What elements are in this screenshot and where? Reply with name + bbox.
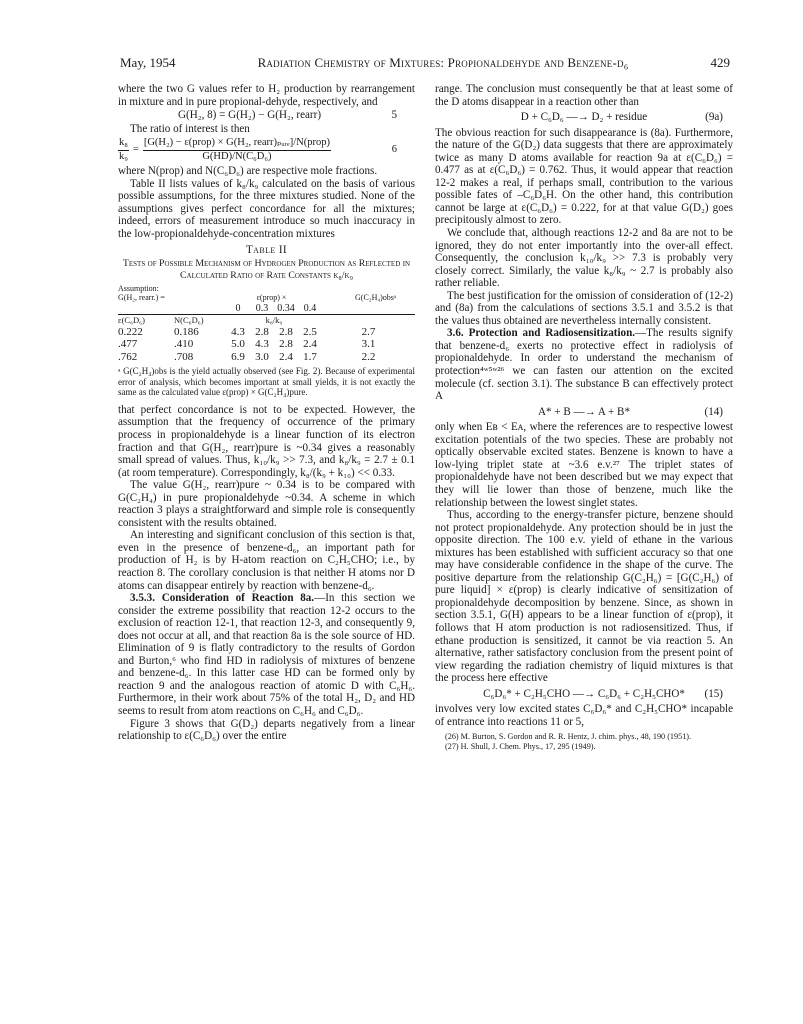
paragraph: only when Eʙ < Eᴀ, where the references are to respective lowest excitation potentials of the two species. These are probably not optically observable excited states. Benzene is known to have a low-lying triplet state at ~3.6 e.v.²⁷ The triplet states of propionaldehyde have not been described but we may expect that they will lie lower than those of benzene, much like the relationship between the lowest singlet states. [435,421,733,509]
table-subhead [118,315,415,326]
table-assumption-expr: G(H₂, rearr.) = [118,293,165,303]
table-cell: 2.4 [303,338,317,351]
equation-body: G(H₂, 8) = G(H₂) − G(H₂, rearr) [178,109,322,122]
section-number: 3.6. [447,327,464,340]
table-cell: 2.2 [361,350,376,363]
paragraph: that perfect concordance is not to be expected. However, the assumption that the frequency of occurrence of the primary process in propionaldehyde is a linear function of its electron fraction and that G(H₂, rearr)pure is ~0.34 gives a reasonably small spread of values. Thus, k₁₀/k₉ >> 7.3, and k₈/k₉ = 2.7 ± 0.1 (at room temperature). Correspondingly, k₈/(k₉ + k₁₀) << 0.33. [118,403,415,479]
footnote: (27) H. Shull, J. Chem. Phys., 17, 295 (1949). [445,742,596,752]
rhs-numerator: [G(H₂) − ε(prop) × G(H₂, rearr)ₚᵤᵣₑ]/N(prop) [143,137,331,151]
paragraph: where the two G values refer to H₂ production by rearrangement in mixture and in pure propional-dehyde, respectively, and [118,83,415,108]
paragraph: The ratio of interest is then [130,122,250,135]
reaction-body: D + C₆D₆ —→ D₂ + residue [520,111,648,124]
rhs-denominator: G(HD)/N(C₆D₆) [202,150,272,162]
table-cell: 1.7 [303,350,317,363]
table-cell: 2.7 [361,325,376,338]
paragraph: An interesting and significant conclusion of this section is that, even in the presence of benzene-d₆, an important path for production of H₂ is by H-atom reaction on C₂H₅CHO; i.e., by reaction 8. The corollary conclusion is that neither H atoms nor D atoms can disappear entirely by reaction with benzene-d₆. [118,529,415,592]
section-title: Protection and Radiosensitization. [468,327,636,340]
paragraph: We conclude that, although reactions 12-2 and 8a are not to be ignored, they do not enter importantly into the over-all effect. Consequently, the conclusion k₁₀/k₉ >> 7.3 is probably very closely correct. Similarly, the value k₈/k₉ ~ 2.7 is probably also rather reliable. [435,227,733,290]
table-ii [118,284,415,363]
table-footnote: ᵃ G(C₂H₄)obs is the yield actually observed (see Fig. 2). Because of experimental error of analysis, which becomes important at small yields, it is not exactly the same as the calculated value ε(prop) × G(C₂H₄)pure. [118,366,415,398]
equals-sign: = [132,143,139,155]
table-cell: 5.0 [231,338,245,351]
table-row [118,326,415,339]
table-col-values [118,304,415,316]
reaction-15 [435,685,733,704]
reaction-number: (14) [704,405,723,418]
running-title: Radiation Chemistry of Mixtures: Propionaldehyde and Benzene-d₆ [257,55,629,70]
footnote: (26) M. Burton, S. Gordon and R. R. Hentz, J. chim. phys., 48, 190 (1951). [445,732,692,742]
paragraph: Thus, according to the energy-transfer picture, benzene should not protect propionaldehyde. Any protection should be in just the opposite direction. The 100 e.v. yield of ethane in the various mixtures has been established with sufficient accuracy so that one may have considerable confidence in the shape of the curve. The positive departure from the relationship G(C₂H₆) = [G(C₂H₆) of pure liquid] × ε(prop) is clearly indicative of sensitization of propionaldehyde decomposition by benzene. Since, as shown in section 3.5.1, G(H) appears to be a linear function of ε(prop), it follows that H atom production is not radiosensitized. Thus, if ethane production is sensitized, it cannot be via reaction 5. An alternative, rather satisfactory conclusion from the present point of view regarding the radiation chemistry of liquid mixtures is that the process here effective [435,509,733,685]
paragraph: The best justification for the omission of consideration of (12-2) and (8a) from the calculations of sections 3.5.1 and 3.5.2 is that the values thus obtained are nevertheless internally consistent. [435,289,733,327]
paragraph: The value G(H₂, rearr)pure ~ 0.34 is to be compared with G(C₂H₄) in pure propionaldehyde ~0.34. A scheme in which reaction 3 plays a straightforward and simple role is consequently consistent with the results obtained. [118,479,415,529]
header-n: N(C₆D₆) [174,315,204,326]
running-header [120,55,730,71]
header-eps: ε(C₆D₆) [118,315,145,326]
table-col-last: G(C₂H₄)obsᵃ [355,293,397,303]
table-cell: 2.8 [279,338,293,351]
reaction-body: C₆D₆* + C₂H₅CHO —→ C₆D₆ + C₂H₅CHO* [483,687,685,700]
table-cell: 4.3 [231,325,245,338]
header-ratio: k₈/k₉ [265,315,283,326]
paragraph: range. The conclusion must consequently be that at least some of the D atoms disappear in a reaction other than [435,83,733,108]
paragraph: Table II lists values of k₈/k₉ calculated on the basis of various possible assumptions, for the three mixtures studied. None of the assumptions gives perfect concordance for all the mixtures; indeed, errors of measurement introduce so much inaccuracy in the low-propionaldehyde-concentration mixtures [118,177,415,241]
equation-6 [118,135,415,165]
table-assumption-label: Assumption: [118,284,159,294]
section-number: 3.5.3. [130,592,155,605]
table-cell: .477 [118,338,138,351]
reaction-9a [435,108,733,127]
ratio-numerator: k₈ [118,137,129,151]
table-cell: 2.5 [303,325,317,338]
table-cell: 3.0 [255,350,269,363]
reaction-body: A* + B —→ A + B* [537,405,631,418]
section-title: Consideration of Reaction 8a. [161,592,315,605]
table-cell: 4.3 [255,338,269,351]
section-body: —The results signify that benzene-d₆ exerts no protective effect in radiolysis of propionaldehyde. In order to understand the mechanism of protection⁴ʷ⁵ʷ²⁶ we can fasten our attention on the excited molecule (cf. section 3.1). The substance B can effectively protect A [435,327,733,403]
footnotes [435,732,733,752]
col-value: 0.4 [303,302,317,314]
table-cell: 2.8 [279,325,293,338]
reaction-14 [435,403,733,422]
table-cell: 3.1 [361,338,376,351]
table-cell: 2.8 [255,325,269,338]
reaction-number: (15) [704,687,723,700]
table-cell: .410 [174,338,194,351]
ratio-lhs [118,137,129,163]
table-row [118,351,415,364]
paragraph: The obvious reaction for such disappearance is (8a). Furthermore, the nature of the G(D₂) data suggests that there are approximately twice as many D atoms available for reaction 9a at ε(C₆D₆) = 0.477 as at ε(C₆D₆) = 0.762. Thus, it would appear that reaction 12-2 makes a real, if perhaps small, contribution to the various possible fates of –C₆D₆H. On the other hand, this contribution cannot be large at ε(C₆D₆) = 0.222, for at that value G(D₂) goes precipitously almost to zero. [435,126,733,227]
reaction-number: (9a) [705,111,723,124]
table-cell: 6.9 [231,350,245,363]
paragraph: involves very low excited states C₆D₆* and C₂H₅CHO* incapable of entrance into reactions 11 or 5, [435,703,733,728]
ratio-rhs [143,137,331,163]
col-value: 0.34 [277,302,295,314]
paragraph: where N(prop) and N(C₆D₆) are respective mole fractions. [118,165,378,178]
equation-5 [118,108,415,123]
equation-number: 6 [391,143,397,155]
section-body: —In this section we consider the extreme possibility that reaction 12-2 occurs to the exclusion of reaction 12-1, that reaction 12-3, and consequently 9, does not occur at all, and that reaction 8a is the sole source of HD. Elimination of 9 is flatly contradictory to the results of Gordon and Burton,⁶ who find HD in radiolysis of mixtures of benzene and benzene-d₆. In this latter case HD can be formed only by reaction 9 and the analogous reaction of atomic D with C₆H₆. Furthermore, in their work about 75% of the total H₂, D₂ and HD seems to result from atom reactions on C₆H₆ and C₆D₆. [118,592,416,718]
paragraph: Figure 3 shows that G(D₂) departs negatively from a linear relationship to ε(C₆D₆) over the entire [118,717,415,743]
issue-date: May, 1954 [120,55,176,70]
table-title: Table II [245,243,288,256]
section-paragraph [118,592,415,717]
equation-number: 5 [391,109,397,122]
table-caption: Tests of Possible Mechanism of Hydrogen Production as Reflected in Calculated Ratio of Rate Constants k₈/k₉ [122,258,411,281]
table-cell: .708 [174,350,194,363]
table-row [118,338,415,351]
section-paragraph [435,327,733,402]
table-cell: 0.186 [174,325,199,338]
col-value: 0 [235,302,241,314]
right-column [435,83,733,752]
left-column [118,83,415,743]
ratio-denominator: k₉ [119,150,128,162]
col-value: 0.3 [255,302,269,314]
table-cell: .762 [118,350,138,363]
table-cell: 0.222 [118,325,143,338]
page-number: 429 [710,55,730,70]
table-col-group: ε(prop) × [256,293,287,303]
table-cell: 2.4 [279,350,293,363]
